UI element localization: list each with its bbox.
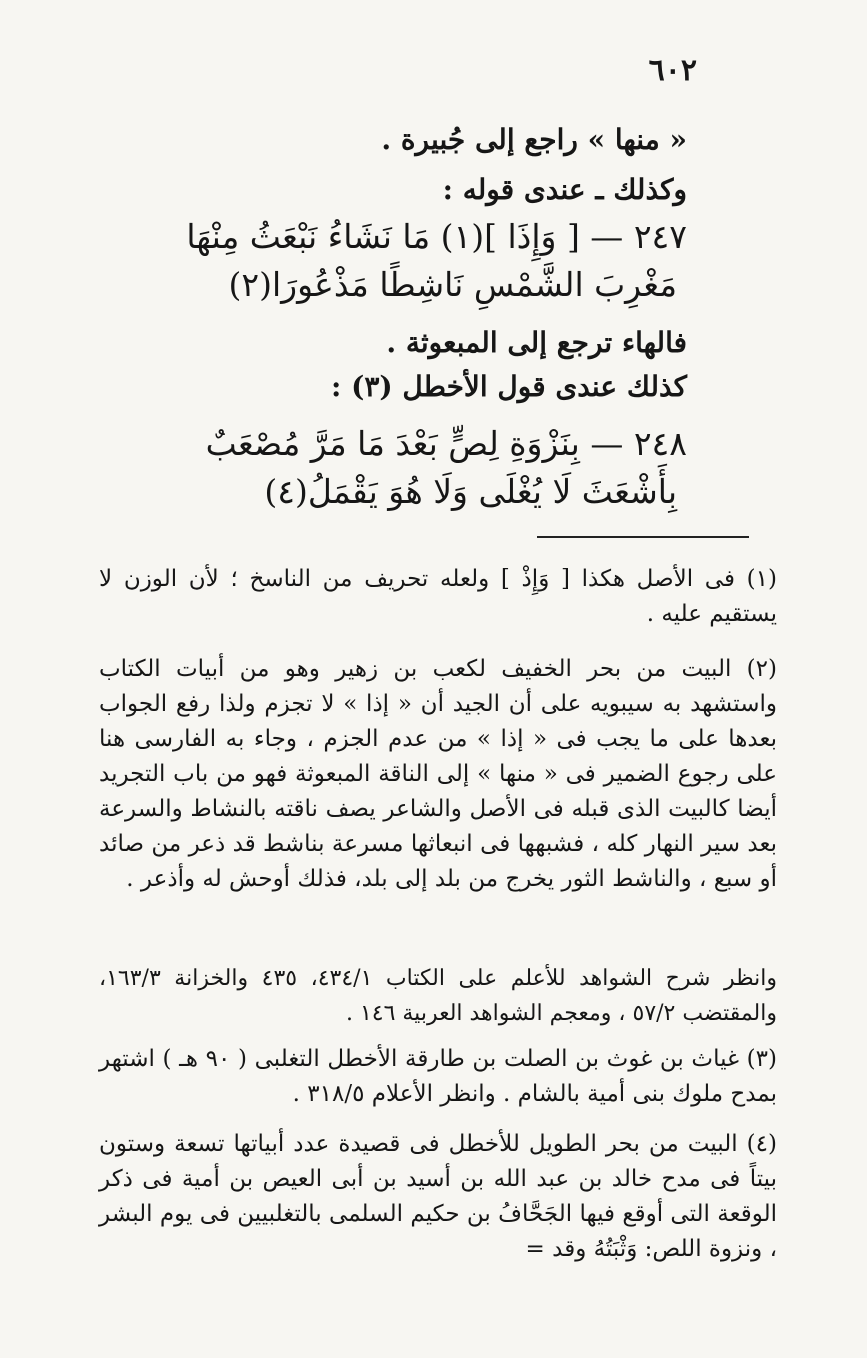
main-text-line-6: كذلك عندى قول الأخطل (٣) : <box>331 370 687 403</box>
footnote-2-references: وانظر شرح الشواهد للأعلم على الكتاب ٤٣٤/١، ٤٣٥ والخزانة ١٦٣/٣، والمقتضب ٥٧/٢ ، ومعجم الشواهد العربية ١٤٦ . <box>99 966 778 1026</box>
verse-247-first-hemistich: ٢٤٧ — [ وَإِذَا ](١) مَا نَشَاءُ نَبْعَثُ مِنْهَا <box>186 217 687 256</box>
footnote-1: (١) فى الأصل هكذا [ وَإِذْ ] ولعله تحريف من الناسخ ؛ لأن الوزن لا يستقيم عليه . <box>99 566 777 627</box>
footnote-4: (٤) البيت من بحر الطويل للأخطل فى قصيدة عدد أبياتها تسعة وستون بيتاً فى مدح خالد بن عبد الله بن أسيد بن أبى العيص بن أمية فى ذكر الوقعة التى أوقع فيها الجَحَّافُ بن حكيم السلمى بالتغلبيين فى يوم البشر ، ونزوة اللص: وَثْبَتُهُ وقد = <box>99 1131 777 1262</box>
main-text-line-2: وكذلك ـ عندى قوله : <box>442 173 687 206</box>
footnote-2: (٢) البيت من بحر الخفيف لكعب بن زهير وهو من أبيات الكتاب واستشهد به سيبويه على أن الجيد أن « إذا » لا تجزم ولذا رفع الجواب بعدها على ما يجب فى « إذا » من عدم الجزم ، وجاء به الفارسى هنا على رجوع الضمير فى « منها » إلى الناقة المبعوثة فهو من باب التجريد أيضا كالبيت الذى قبله فى الأصل والشاعر يصف ناقته بالنشاط والسرعة بعد سير النهار كله ، فشبهها فى انبعاثها مسرعة بناشط قد ذعر من صائد أو سبع ، والناشط الثور يخرج من بلد إلى بلد، فذلك أوحش له وأذعر . <box>99 656 777 892</box>
page-number: ٦٠٢ <box>648 53 697 88</box>
verse-248-first-hemistich: ٢٤٨ — بِنَزْوَةِ لِصٍّ بَعْدَ مَا مَرَّ مُصْعَبٌ <box>205 424 687 463</box>
footnote-divider <box>537 536 749 538</box>
main-text-line-1: « منها » راجع إلى جُبيرة . <box>381 123 687 156</box>
main-text-line-5: فالهاء ترجع إلى المبعوثة . <box>386 326 687 359</box>
verse-247-second-hemistich: مَغْرِبَ الشَّمْسِ نَاشِطًا مَذْعُورَا(٢) <box>228 265 677 304</box>
verse-248-second-hemistich: بِأَشْعَثَ لَا يُغْلَى وَلَا هُوَ يَقْمَلُ(٤) <box>264 472 677 511</box>
footnote-3: (٣) غياث بن غوث بن الصلت بن طارقة الأخطل التغلبى ( ٩٠ هـ ) اشتهر بمدح ملوك بنى أمية بالشام . وانظر الأعلام ٣١٨/٥ . <box>99 1046 777 1107</box>
